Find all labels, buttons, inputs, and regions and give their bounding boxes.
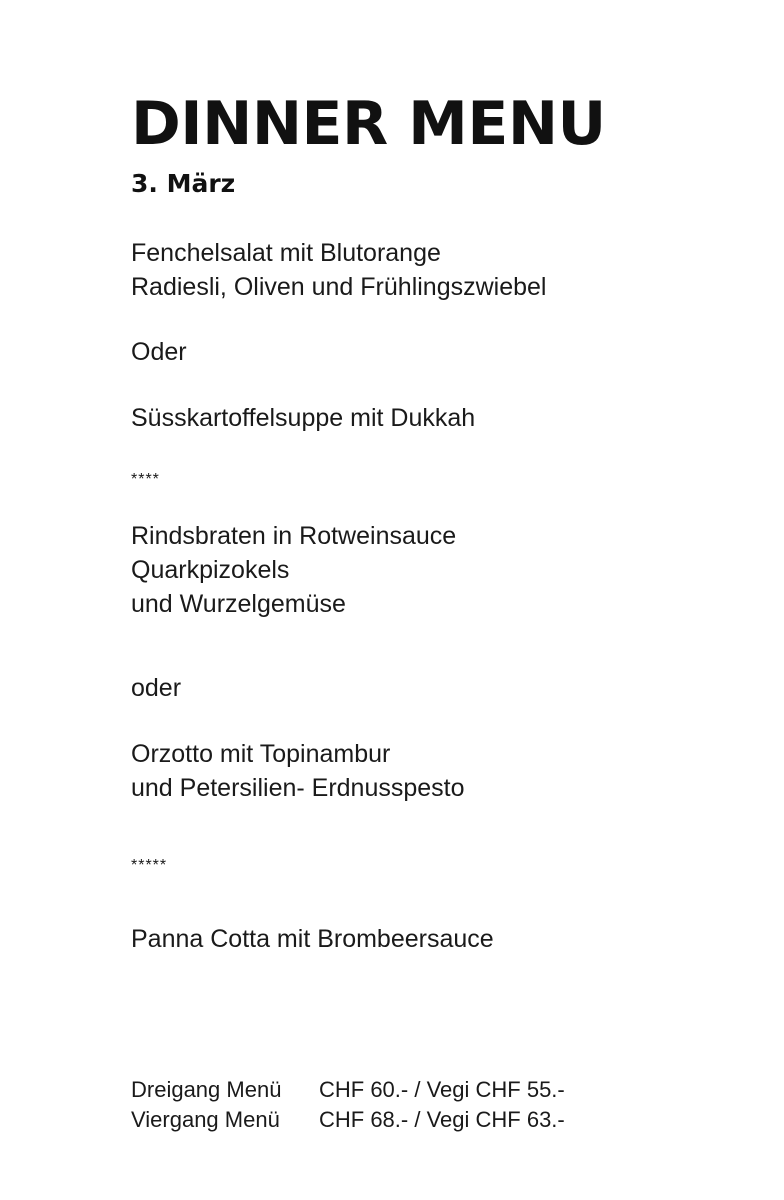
price-value: CHF 68.- / Vegi CHF 63.-	[319, 1107, 565, 1132]
main-option-1-line-1: Rindsbraten in Rotweinsauce	[131, 522, 457, 550]
main-option-1-line-2: Quarkpizokels	[131, 556, 290, 584]
price-course-label: Dreigang Menü	[131, 1077, 282, 1102]
starter-option-1-line-2: Radiesli, Oliven und Frühlingszwiebel	[131, 273, 547, 301]
main-option-2-line-1: Orzotto mit Topinambur	[131, 740, 391, 768]
starter-option-2-line-1: Süsskartoffelsuppe mit Dukkah	[131, 404, 476, 432]
main-option-2-line-2: und Petersilien- Erdnusspesto	[131, 774, 465, 802]
page-title: DINNER MENU	[131, 89, 606, 159]
course-separator-1: ****	[131, 471, 160, 488]
starter-separator: Oder	[131, 338, 187, 366]
menu-date: 3. März	[131, 169, 236, 198]
price-row-viergang	[131, 1105, 565, 1135]
price-value: CHF 60.- / Vegi CHF 55.-	[319, 1077, 565, 1102]
dessert-line-1: Panna Cotta mit Brombeersauce	[131, 925, 494, 953]
main-separator: oder	[131, 674, 182, 702]
course-separator-2: *****	[131, 857, 168, 874]
price-row-dreigang	[131, 1075, 565, 1105]
main-option-1-line-3: und Wurzelgemüse	[131, 590, 346, 618]
price-course-label: Viergang Menü	[131, 1107, 280, 1132]
starter-option-1-line-1: Fenchelsalat mit Blutorange	[131, 239, 441, 267]
